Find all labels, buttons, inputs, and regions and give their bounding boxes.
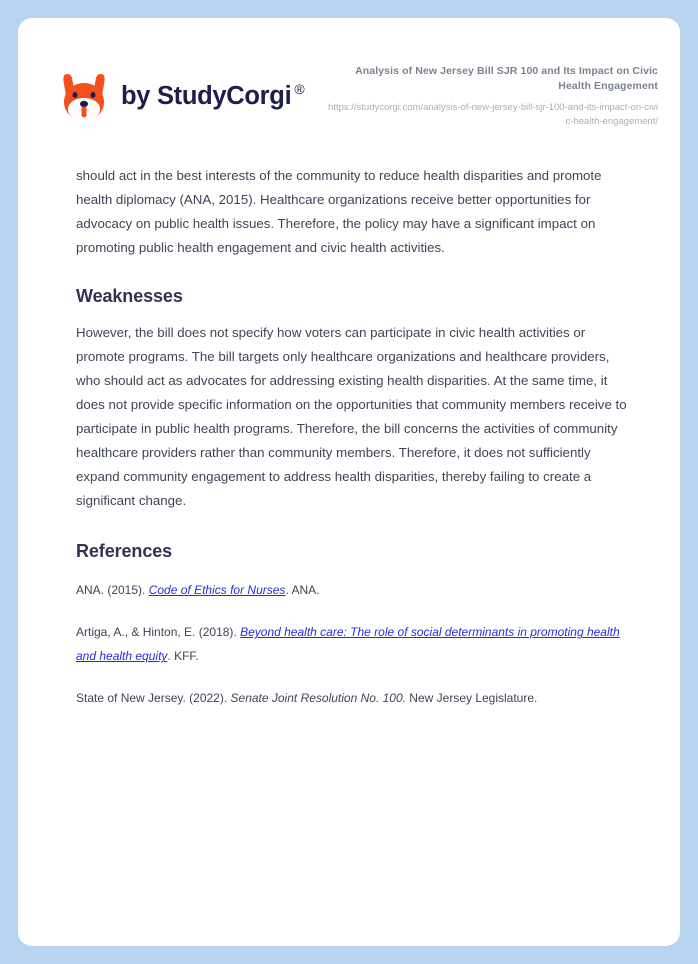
weaknesses-paragraph: However, the bill does not specify how voters can participate in civic health activities or promote programs. The bill targets only healthcare organizations and healthcare providers, who should act as advocates for addressing existing health disparities. At the same time, it does not provide specific information on the opportunities that community members receive to participate in public health programs. Therefore, the bill concerns the activities of community healthcare providers rather than community members. Therefore, it does not sufficiently expand community engagement to address health disparities, thereby failing to create a significant change. [76, 325, 627, 509]
document-source-url[interactable]: https://studycorgi.com/analysis-of-new-jersey-bill-sjr-100-and-its-impact-on-civic-health-engagement/ [328, 101, 658, 127]
reference-prefix: Artiga, A., & Hinton, E. (2018). [76, 625, 241, 640]
header-document-meta [328, 62, 658, 128]
document-title: Analysis of New Jersey Bill SJR 100 and Its Impact on Civic Health Engagement [355, 65, 658, 92]
reference-suffix: . KFF. [167, 649, 199, 664]
studycorgi-brand[interactable] [60, 62, 305, 122]
reference-item [76, 620, 634, 668]
reference-title-italic: Senate Joint Resolution No. 100. [230, 691, 406, 706]
registered-trademark-icon: ® [294, 81, 305, 98]
brand-wordmark [121, 81, 305, 111]
reference-item [76, 578, 634, 602]
reference-item [76, 686, 634, 710]
brand-name: by StudyCorgi [121, 82, 292, 111]
reference-prefix: State of New Jersey. (2022). [76, 691, 231, 706]
reference-link[interactable]: Code of Ethics for Nurses [148, 583, 286, 598]
document-body [18, 164, 680, 710]
heading-weaknesses: Weaknesses [76, 286, 183, 307]
reference-prefix: ANA. (2015). [76, 583, 149, 598]
references-list [76, 578, 634, 710]
document-page-card [18, 18, 680, 946]
corgi-face-logo-icon [60, 72, 108, 122]
intro-paragraph: should act in the best interests of the community to reduce health disparities and promote health diplomacy (ANA, 2015). Healthcare organizations receive better opportunities for advocacy on public health issues. Therefore, the policy may have a significant impact on promoting public health engagement and civic health activities. [76, 168, 602, 256]
reference-suffix: . ANA. [285, 583, 320, 598]
reference-suffix: New Jersey Legislature. [405, 691, 538, 706]
reference-link[interactable]: Beyond health care: The role of social determinants in promoting health and health equity [76, 625, 620, 664]
document-header [18, 18, 680, 128]
heading-references: References [76, 541, 173, 562]
